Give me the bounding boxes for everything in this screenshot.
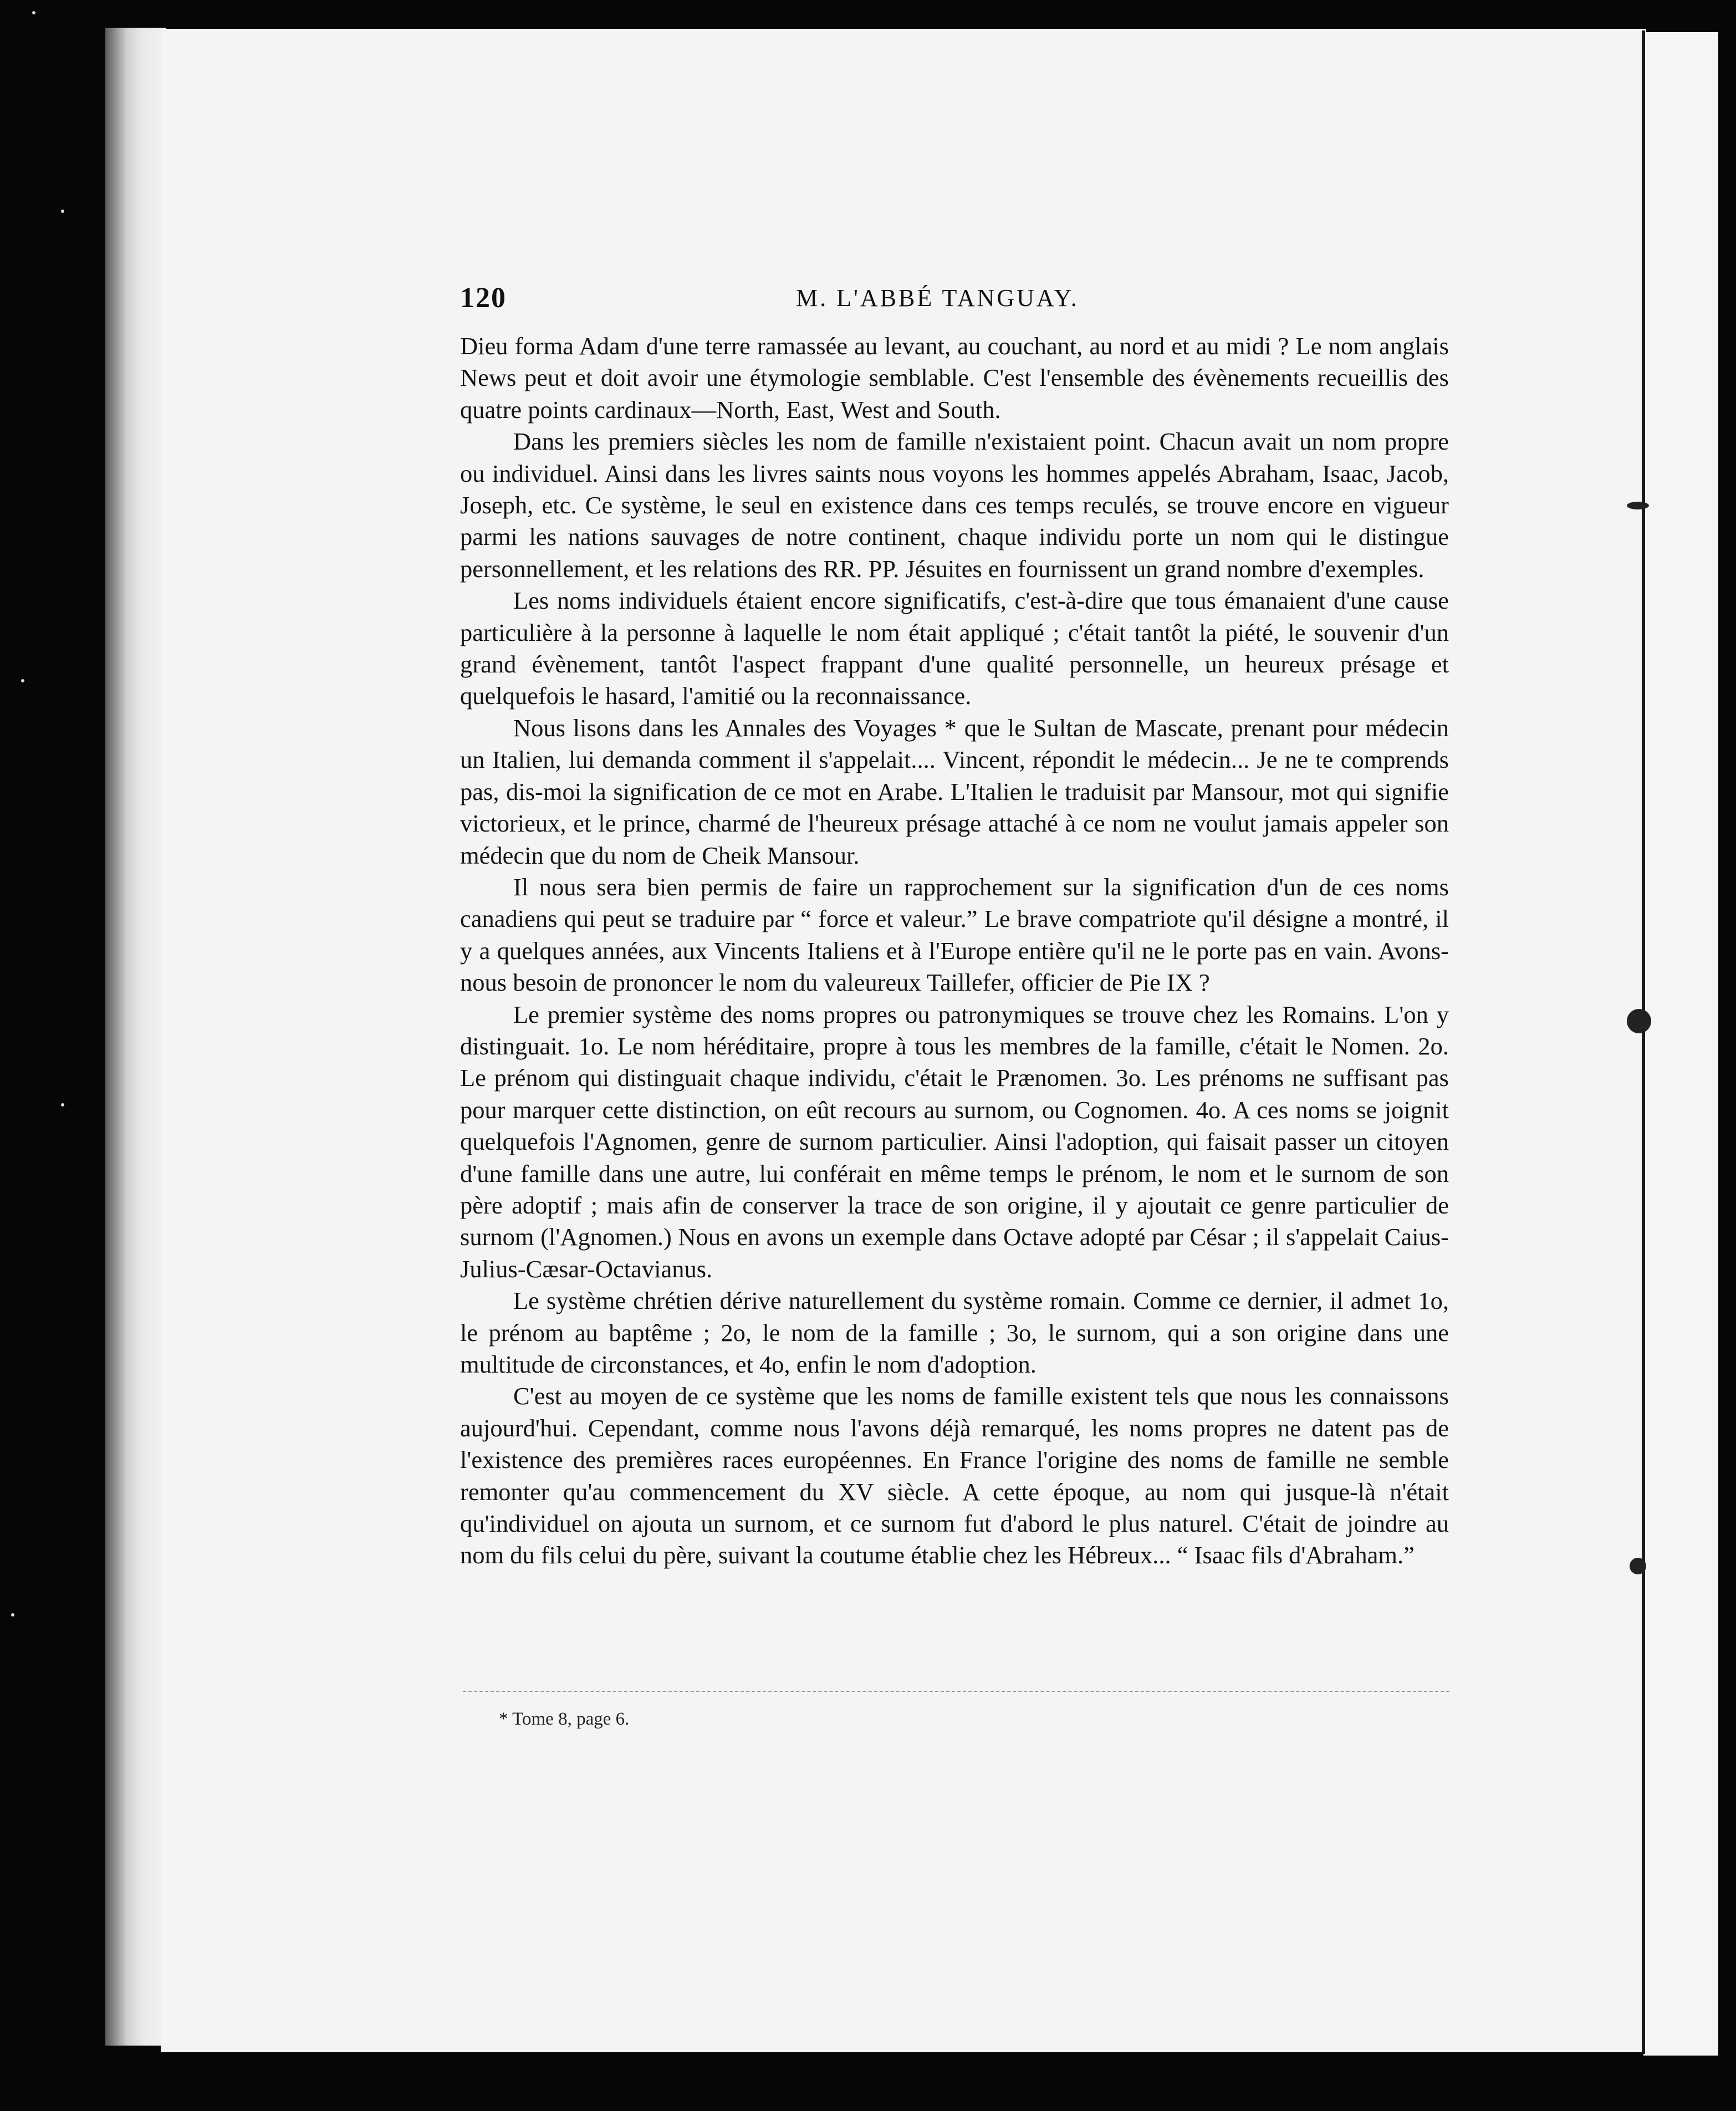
running-header-title: M. L'ABBÉ TANGUAY. [796,284,1079,312]
scan-speck [61,1103,64,1107]
adjacent-page-edge [1643,32,1718,2056]
paragraph: C'est au moyen de ce système que les noms de famille existent tels que nous les connaissons aujourd'hui. Cependant, comme nous l'avons déjà remarqué, les noms propres ne datent pas de l'existence des premières races européennes. En France l'origine des noms de famille ne semble remonter qu'au commencement du XV siècle. A cette époque, au nom qui jusque-là n'était qu'individuel on ajouta un surnom, et ce surnom fut d'abord le plus naturel. C'était de joindre au nom du fils celui du père, suivant la coutume établie chez les Hébreux... “ Isaac fils d'Abraham.” [460,1382,1449,1569]
paragraph: Le premier système des noms propres ou patronymiques se trouve chez les Romains. L'on y distinguait. 1o. Le nom héréditaire, propre à tous les membres de la famille, c'était le Nomen. 2o. Le prénom qui distinguait chaque individu, c'était le Prænomen. 3o. Les prénoms ne suffisant pas pour marquer cette distinction, on eût recours au surnom, ou Cognomen. 4o. A ces noms se joignit quelquefois l'Agnomen, genre de surnom particulier. Ainsi l'adoption, qui faisait passer un citoyen d'une famille dans une autre, lui conférait en même temps le prénom, le nom et le surnom de son père adoptif ; mais afin de conserver la trace de son origine, il y ajoutait ce genre particulier de surnom (l'Agnomen.) Nous en avons un exemple dans Octave adopté par César ; il s'appelait Caius-Julius-Cæsar-Octavianus. [460,1000,1449,1283]
page-binding-shadow [105,28,166,2046]
scan-speck [21,679,24,682]
footnote: * Tome 8, page 6. [499,1709,630,1729]
paragraph: Dans les premiers siècles les nom de famille n'existaient point. Chacun avait un nom propre ou individuel. Ainsi dans les livres saints nous voyons les hommes appelés Abraham, Isaac, Jacob, Joseph, etc. Ce système, le seul en existence dans ces temps reculés, se trouve encore en vigueur parmi les nations sauvages de notre continent, chaque individu porte un nom qui le distingue personnellement, et les relations des RR. PP. Jésuites en fournissent un grand nombre d'exemples. [460,427,1449,583]
page-number: 120 [460,282,507,314]
footnote-divider [463,1691,1449,1692]
paragraph: Les noms individuels étaient encore significatifs, c'est-à-dire que tous émanaient d'une cause particulière à la personne à laquelle le nom était appliqué ; c'était tantôt la piété, le souvenir d'un grand évènement, tantôt l'aspect frappant d'une qualité personnelle, un heureux présage et quelquefois le hasard, l'amitié ou la reconnaissance. [460,587,1449,710]
paragraph: Nous lisons dans les Annales des Voyages * que le Sultan de Mascate, prenant pour médecin un Italien, lui demanda comment il s'appelait.... Vincent, répondit le médecin... Je ne te comprends pas, dis-moi la signification de ce mot en Arabe. L'Italien le traduisit par Mansour, mot qui signifie victorieux, et le prince, charmé de l'heureux présage attaché à ce nom ne voulut jamais appeler son médecin que du nom de Cheik Mansour. [460,713,1449,869]
binding-thread-mark [1627,1009,1651,1033]
binding-thread-mark [1630,1558,1646,1574]
scan-speck [11,1613,14,1617]
paragraph: Il nous sera bien permis de faire un rapprochement sur la signification d'un de ces noms canadiens qui peut se traduire par “ force et valeur.” Le brave compatriote qu'il désigne a montré, il y a quelques années, aux Vincents Italiens et à l'Europe entière qu'il ne le porte pas en vain. Avons-nous besoin de prononcer le nom du valeureux Taillefer, officier de Pie IX ? [460,873,1449,997]
scan-speck [32,11,35,14]
binding-thread-mark [1627,502,1649,509]
page-fold-line [1642,30,1645,2054]
scan-speck [61,210,64,213]
paragraph: Dieu forma Adam d'une terre ramassée au levant, au couchant, au nord et au midi ? Le nom anglais News peut et doit avoir une étymologie semblable. C'est l'ensemble des évènements recueillis des quatre points cardinaux—North, East, West and South. [460,332,1449,424]
paragraph: Le système chrétien dérive naturellement du système romain. Comme ce dernier, il admet 1o, le prénom au baptême ; 2o, le nom de la famille ; 3o, le surnom, qui a son origine dans une multitude de circonstances, et 4o, enfin le nom d'adoption. [460,1287,1449,1378]
body-text [460,330,1449,1572]
